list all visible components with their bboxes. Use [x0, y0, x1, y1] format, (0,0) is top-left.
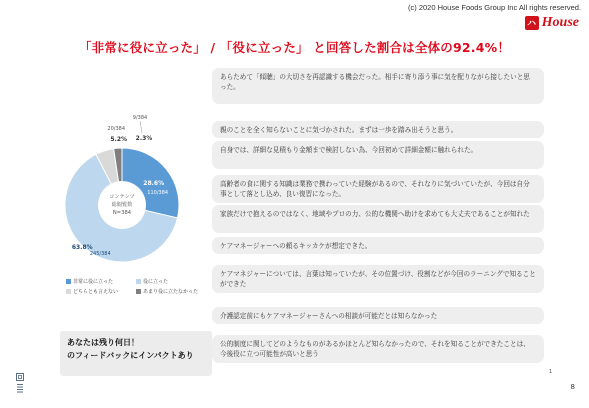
legend-item-neutral: [66, 288, 130, 295]
legend-item-very-useful: [66, 278, 130, 285]
slice-count-label: 110/384: [147, 190, 169, 197]
page-number: 8: [570, 383, 575, 391]
feedback-quote: ケアマネジャーについては、言葉は知っていたが、その位置づけ、役割などが今回のラーニングで知ることができた: [212, 265, 544, 293]
legend-swatch: [66, 289, 71, 294]
feedback-quote: 自身では、詳細な見積もり金額まで検討しない為、今回初めて詳細金額に触れられた。: [212, 141, 544, 169]
legend-item-useful: [136, 278, 200, 285]
house-logo-text: House: [541, 15, 579, 30]
legend-label: あまり役に立たなかった: [143, 289, 199, 295]
headline: 「非常に役に立った」 / 「役に立った」 と回答した割合は全体の92.4%！: [78, 40, 511, 55]
impact-callout: [60, 331, 212, 376]
chart-legend: [66, 278, 211, 298]
slice-percent-label: 5.2%: [110, 136, 127, 143]
legend-swatch: [136, 279, 141, 284]
slice-percent-label: 28.6%: [143, 180, 165, 188]
callout-line-2: のフィードバックにインパクトあり: [67, 350, 194, 360]
footnote-number: 1: [549, 369, 553, 375]
slice-percent-label: 2.3%: [135, 135, 153, 142]
feedback-quote: ケアマネージャーへの頼るキッカケが想定できた。: [212, 237, 544, 254]
copyright-text: (c) 2020 House Foods Group Inc All rights reserved.: [408, 3, 581, 12]
legend-item-not-useful: [136, 288, 200, 295]
pie-chart: [48, 115, 208, 300]
legend-label: 役に立った: [143, 279, 169, 285]
feedback-quote: 親のことを全く知らないことに気づかされた。まずは一歩を踏み出そうと思う。: [212, 121, 544, 138]
slice-count-label: 9/384: [132, 115, 148, 121]
feedback-quote: 家族だけで抱えるのではなく、地域やプロの力、公的な機関へ助けを求めても大丈夫であることが知れた: [212, 205, 544, 233]
callout-line-1: あなたは残り何日！: [67, 338, 139, 347]
center-label: N=384: [112, 210, 132, 216]
feedback-quote: あらためて「傾聴」の大切さを再認識する機会だった。相手に寄り添う事に気を配りながら接したいと思った。: [212, 68, 544, 104]
pie-chart-svg: [48, 115, 208, 300]
legend-label: どちらとも言えない: [73, 289, 119, 295]
slice-count-label: 20/384: [107, 126, 125, 132]
feedback-quote: 公的制度に関してどのようなものがあるかほとんど知らなかったので、それを知ることができたことは、今後役に立つ可能性が高いと思う: [212, 335, 544, 363]
feedback-quote: 高齢者の食に関する知識は業務で携わっていた経験があるので、それなりに気づいていたが、今回は自分事として落とし込め、良い復習になった。: [212, 175, 544, 203]
house-logo-mark: ハ: [525, 16, 539, 30]
center-label: コンテンツ: [109, 194, 135, 200]
leader-line: [140, 121, 142, 133]
legend-label: 非常に役に立った: [73, 279, 114, 285]
slice-count-label: 245/384: [89, 250, 111, 257]
footer-logo-icon: [16, 373, 24, 395]
feedback-quote: 介護認定前にもケアマネージャーさんへの相談が可能だとは知らなかった: [212, 307, 544, 324]
feedback-quotes: [212, 0, 544, 408]
slice-percent-label: 63.8%: [71, 243, 93, 251]
center-label: 総閲覧数: [111, 202, 133, 208]
legend-swatch: [136, 289, 141, 294]
legend-swatch: [66, 279, 71, 284]
